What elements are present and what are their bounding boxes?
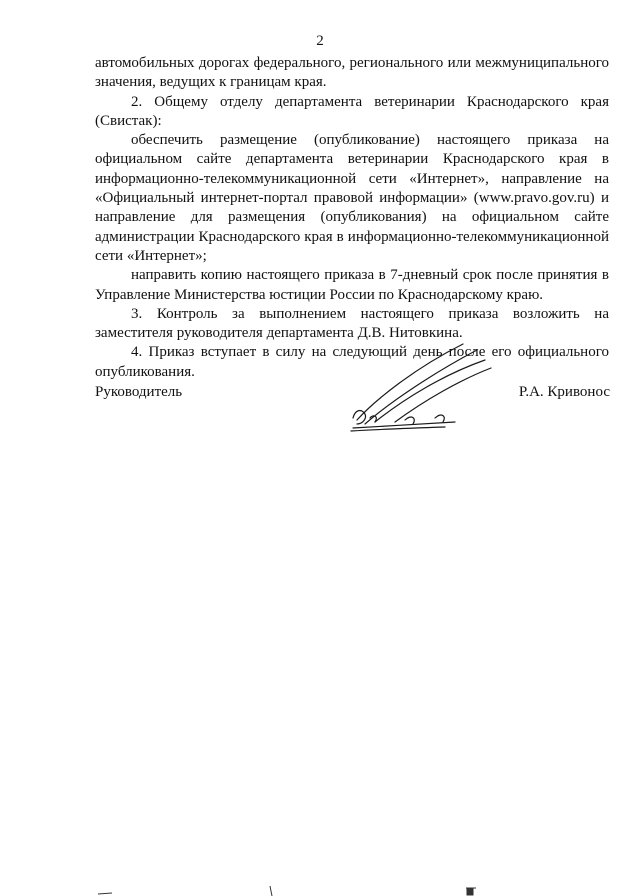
signatory-name: Р.А. Кривонос bbox=[518, 384, 610, 400]
handwritten-signature bbox=[345, 338, 495, 433]
signatory-title: Руководитель bbox=[95, 384, 183, 400]
scan-edge-marks bbox=[0, 884, 640, 896]
document-body bbox=[95, 54, 609, 382]
paragraph-item-3: 3. Контроль за выполнением настоящего приказа возложить на заместителя руководителя департамента Д.В. Нитовкина. bbox=[95, 305, 609, 342]
paragraph-item-4: 4. Приказ вступает в силу на следующий день после его официального опубликования. bbox=[95, 344, 609, 380]
paragraph-continuation: автомобильных дорогах федерального, регионального или межмуниципального значения, ведущих к границам края. bbox=[95, 55, 609, 91]
page-number: 2 bbox=[316, 33, 324, 49]
paragraph-item-2-copy: направить копию настоящего приказа в 7-дневный срок после принятия в Управление Министерства юстиции России по Краснодарскому краю. bbox=[95, 267, 609, 303]
paragraph-item-2: 2. Общему отделу департамента ветеринарии Краснодарского края (Свистак): bbox=[95, 93, 609, 129]
paragraph-item-2-publish: обеспечить размещение (опубликование) настоящего приказа на официальном сайте департамента ветеринарии Краснодарского края в информационно-телекоммуникационной сети «Интернет», направление на «Официальный интернет-портал правовой информации» (www.pravo.gov.ru) и направление для размещения (опубликования) на официальном сайте администрации Краснодарского края в информационно-телекоммуникационной сети «Интернет»; bbox=[95, 132, 609, 264]
